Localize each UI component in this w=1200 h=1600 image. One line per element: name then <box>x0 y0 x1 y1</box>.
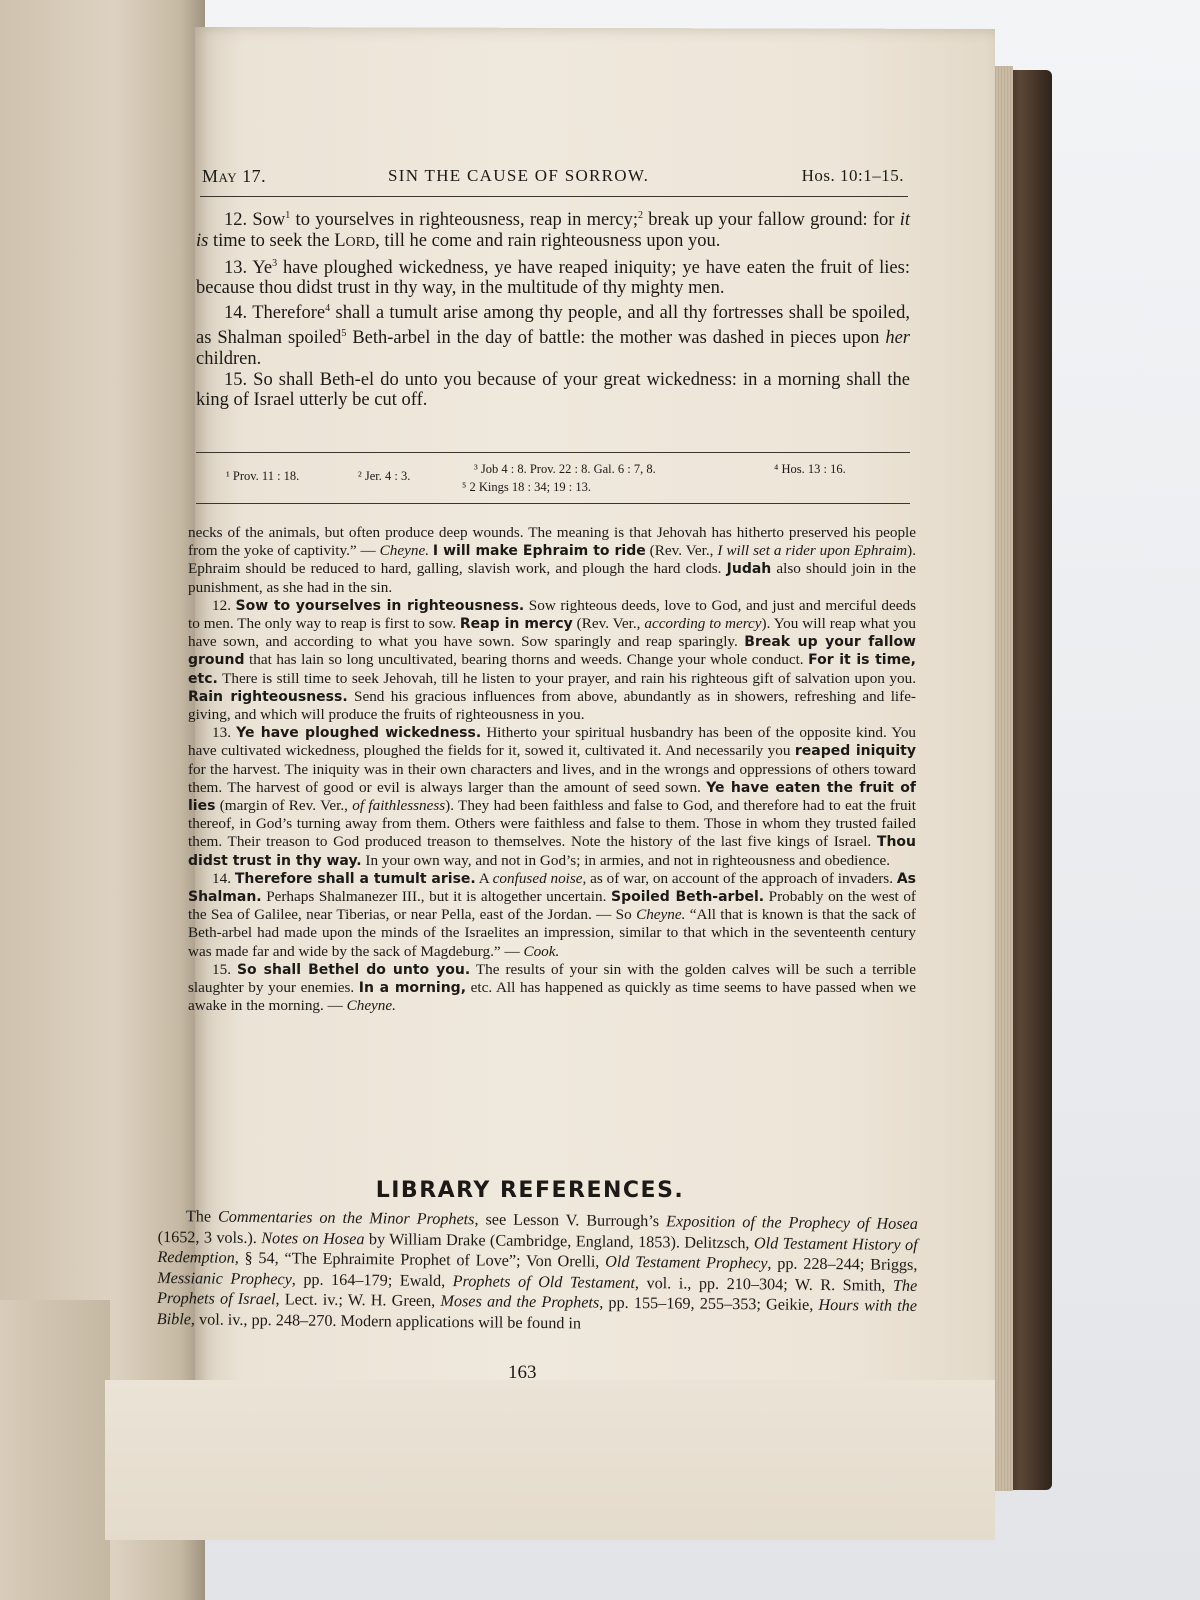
library-references-text: The Commentaries on the Minor Prophets, see Lesson V. Burrough’s Exposition of the Prophecy of Hosea (1652, 3 vols.). Notes on Hosea by William Drake (Cambridge, England, 1853). Delitzsch, Old Testament History of Redemption, § 54, “The Ephraimite Prophet of Love”; Von Orelli, Old Testament Prophecy, pp. 228–244; Briggs, Messianic Prophecy, pp. 164–179; Ewald, Prophets of Old Testament, vol. i., pp. 210–304; W. R. Smith, The Prophets of Israel, Lect. iv.; W. H. Green, Moses and the Prophets, pp. 155–169, 255–353; Geikie, Hours with the Bible, vol. iv., pp. 248–270. Modern applications will be found in <box>156 1207 918 1333</box>
running-head <box>200 160 908 197</box>
verse-15: 15. So shall Beth-el do unto you because of your great wickedness: in a morning shall the king of Israel utterly be cut off. <box>196 369 910 411</box>
commentary-verse-15: 15. So shall Bethel do unto you. The results of your sin with the golden calves will be such a terrible slaughter by your enemies. In a morning, etc. All has happened as quickly as time seems to have passed when we awake in the morning. — Cheyne. <box>188 960 917 1015</box>
library-references <box>157 1206 918 1338</box>
cross-ref-1: ¹ Prov. 11 : 18. <box>226 469 300 483</box>
commentary-verse-14: 14. Therefore shall a tumult arise. A confused noise, as of war, on account of the approach of invaders. As Shalman. Perhaps Shalmanezer III., but it is altogether uncertain. Spoiled Beth-arbel. Probably on the west of the Sea of Galilee, near Tiberias, or near Pella, east of the Jordan. — So Cheyne. “All that is known is that the sack of Beth-arbel had made upon the minds of the Israelites an impression, similar to that which in the seventeenth century was made far and wide by the sack of Magdeburg.” — Cook. <box>188 869 916 960</box>
cross-references <box>196 452 910 504</box>
commentary <box>188 524 916 1015</box>
verse-14: 14. Therefore$^4$ shall a tumult arise among thy people, and all thy fortresses shall be spoiled, as Shalman spoiled$^5$ Beth-arbel in the day of battle: the mother was dashed in pieces upon her children. <box>196 303 911 369</box>
running-head-reference: Hos. 10:1–15. <box>801 166 904 185</box>
commentary-verse-12: 12. Sow to yourselves in righteousness. Sow righteous deeds, love to God, and just and merciful deeds to men. The only way to reap is first to sow. Reap in mercy (Rev. Ver., according to mercy). You will reap what you have sown, and according to what you have sown. Sow sparingly and reap sparingly. Break up your fallow ground that has lain so long uncultivated, bearing thorns and weeds. Change your whole conduct. For it is time, etc. There is still time to seek Jehovah, till he listen to your prayer, and rain his righteous gift of salvation upon you. Rain righteousness. Send his gracious influences from above, abundantly as in showers, refreshing and life-giving, and which will produce the fruits of righteousness in you. <box>188 596 917 724</box>
verse-13: 13. Ye$^3$ have ploughed wickedness, ye have reaped iniquity; ye have eaten the fruit of lies: because thou didst trust in thy way, in the multitude of thy mighty men. <box>196 257 910 299</box>
verse-12: 12. Sow$^1$ to yourselves in righteousness, reap in mercy;$^2$ break up your fallow ground: for it is time to seek the LORD, till he come and rain righteousness upon you. <box>196 210 910 251</box>
running-head-title: SIN THE CAUSE OF SORROW. <box>388 166 650 185</box>
library-references-heading: LIBRARY REFERENCES. <box>375 1178 685 1203</box>
commentary-continued: necks of the animals, but often produce deep wounds. The meaning is that Jehovah has hitherto preserved his people from the yoke of captivity.” — Cheyne. I will make Ephraim to ride (Rev. Ver., I will set a rider upon Ephraim). Ephraim should be reduced to hard, galling, slavish work, and plough the hard clods. Judah also should join in the punishment, as she had in the sin. <box>188 524 916 596</box>
cross-ref-5: ⁵ 2 Kings 18 : 34; 19 : 13. <box>462 480 592 494</box>
running-head-date: May 17. <box>202 166 267 186</box>
cross-ref-4: ⁴ Hos. 13 : 16. <box>774 462 846 476</box>
cross-ref-3: ³ Job 4 : 8. Prov. 22 : 8. Gal. 6 : 7, 8. <box>474 462 656 476</box>
cross-ref-2: ² Jer. 4 : 3. <box>358 469 411 483</box>
page-number: 163 <box>508 1362 537 1383</box>
scripture-verses <box>196 206 910 411</box>
commentary-verse-13: 13. Ye have ploughed wickedness. Hitherto your spiritual husbandry has been of the opposite kind. You have cultivated wickedness, ploughed the fields for it, sowed it, cultivated it. And necessarily you reaped iniquity for the harvest. The iniquity was in their own characters and lives, and in the wrongs and oppressions of others toward them. The harvest of good or evil is always larger than the amount of seed sown. Ye have eaten the fruit of lies (margin of Rev. Ver., of faithlessness). They had been faithless and false to God, and therefore had to eat the fruit thereof, in God’s turning away from them. Others were faithless and false to them. Those in whom they trusted failed them. Their treason to God produced treason to themselves. Note the history of the last five kings of Israel. Thou didst trust in thy way. In your own way, and not in God’s; in armies, and not in righteousness and obedience. <box>188 724 917 869</box>
